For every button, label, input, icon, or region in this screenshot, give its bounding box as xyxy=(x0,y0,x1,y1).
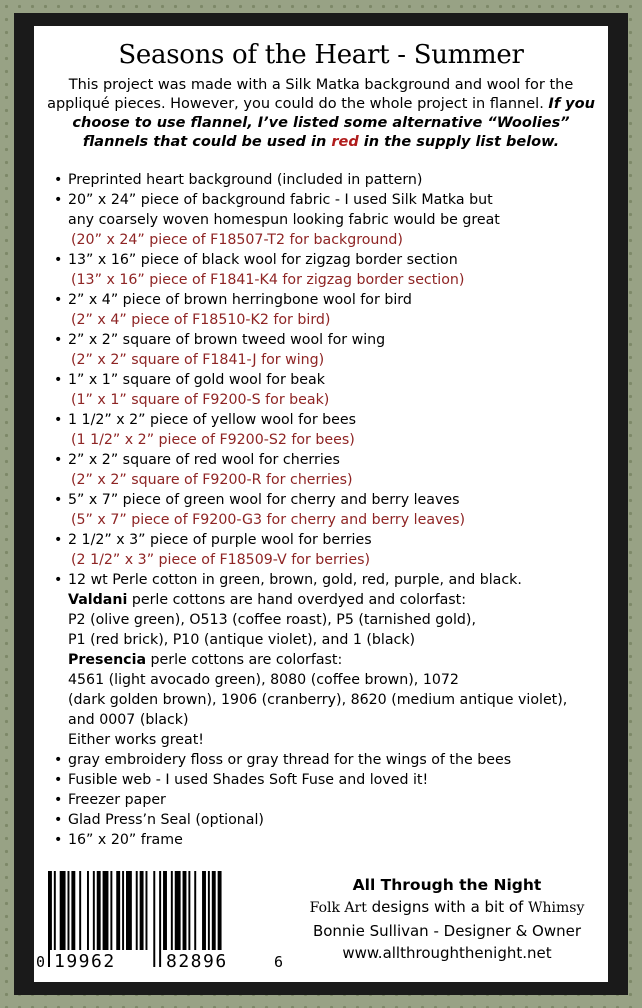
intro-bold-text: If you choose to use flannel, I’ve listed some alternative “Woolies” flannels that could be used in xyxy=(72,96,595,150)
barcode-bar xyxy=(153,871,155,967)
list-item-cont: any coarsely woven homespun looking fabric would be great xyxy=(68,212,500,228)
flannel-alt: (1” x 1” square of F9200-S for beak) xyxy=(71,392,330,408)
list-item: • Fusible web - I used Shades Soft Fuse and loved it! xyxy=(54,772,429,788)
barcode-bar xyxy=(159,871,161,967)
intro-paragraph xyxy=(42,76,600,152)
list-item-cont: P2 (olive green), O513 (coffee roast), P5 (tarnished gold), xyxy=(68,612,476,628)
supply-list xyxy=(54,170,606,850)
list-item-cont: Presencia perle cottons are colorfast: xyxy=(68,652,343,668)
flannel-alt: (2” x 2” square of F1841-J for wing) xyxy=(71,352,325,368)
list-item-cont: (dark golden brown), 1906 (cranberry), 8620 (medium antique violet), xyxy=(68,692,568,708)
brand-owner: Bonnie Sullivan - Designer & Owner xyxy=(312,922,582,940)
list-item: • gray embroidery floss or gray thread for the wings of the bees xyxy=(54,752,512,768)
list-item: • 20” x 24” piece of background fabric - I used Silk Matka but xyxy=(54,192,493,208)
intro-red-word: red xyxy=(331,134,359,150)
flannel-alt: (2” x 2” square of F9200-R for cherries) xyxy=(71,472,353,488)
barcode-digits-left: 19962 xyxy=(54,951,116,972)
barcode-digit-system: 0 xyxy=(36,953,46,971)
list-item: • 2” x 2” square of red wool for cherries xyxy=(54,452,340,468)
list-item: • Freezer paper xyxy=(54,792,166,808)
list-item: • Glad Press’n Seal (optional) xyxy=(54,812,264,828)
brand-name: All Through the Night xyxy=(352,876,542,894)
intro-text: This project was made with a Silk Matka background and wool for the appliqué pieces. However, you could do the whole project in flannel. xyxy=(47,77,574,112)
upc-barcode xyxy=(34,869,288,977)
list-item: • 12 wt Perle cotton in green, brown, gold, red, purple, and black. xyxy=(54,572,522,588)
page-title: Seasons of the Heart - Summer xyxy=(118,40,524,70)
list-item: • 16” x 20” frame xyxy=(54,832,183,848)
list-item: • 13” x 16” piece of black wool for zigzag border section xyxy=(54,252,458,268)
barcode-digits-right: 82896 xyxy=(166,951,228,972)
brand-block xyxy=(289,874,605,964)
barcode-digit-check: 6 xyxy=(274,953,284,971)
list-item: • 1” x 1” square of gold wool for beak xyxy=(54,372,325,388)
list-item: • 2” x 4” piece of brown herringbone wool for bird xyxy=(54,292,412,308)
flannel-alt: (1 1/2” x 2” piece of F9200-S2 for bees) xyxy=(71,432,355,448)
list-item: • 5” x 7” piece of green wool for cherry and berry leaves xyxy=(54,492,460,508)
list-item-cont: 4561 (light avocado green), 8080 (coffee brown), 1072 xyxy=(68,672,459,688)
list-item: • Preprinted heart background (included in pattern) xyxy=(54,172,423,188)
list-item: • 1 1/2” x 2” piece of yellow wool for bees xyxy=(54,412,357,428)
list-item-cont: Either works great! xyxy=(68,732,204,748)
list-item: • 2 1/2” x 3” piece of purple wool for berries xyxy=(54,532,372,548)
list-item-cont: and 0007 (black) xyxy=(68,712,189,728)
list-item-cont: Valdani perle cottons are hand overdyed and colorfast: xyxy=(68,592,467,608)
flannel-alt: (2” x 4” piece of F18510-K2 for bird) xyxy=(71,312,331,328)
flannel-alt: (5” x 7” piece of F9200-G3 for cherry and berry leaves) xyxy=(71,512,466,528)
flannel-alt: (13” x 16” piece of F1841-K4 for zigzag border section) xyxy=(71,272,465,288)
flannel-alt: (20” x 24” piece of F18507-T2 for background) xyxy=(71,232,403,248)
list-item: • 2” x 2” square of brown tweed wool for wing xyxy=(54,332,386,348)
pattern-card xyxy=(34,26,608,982)
intro-bold-end: in the supply list below. xyxy=(363,134,560,150)
list-item-cont: P1 (red brick), P10 (antique violet), and 1 (black) xyxy=(68,632,416,648)
brand-tagline: Folk Art designs with a bit of Whimsy xyxy=(309,898,585,916)
flannel-alt: (2 1/2” x 3” piece of F18509-V for berries) xyxy=(71,552,371,568)
brand-url[interactable]: www.allthroughthenight.net xyxy=(342,944,552,962)
